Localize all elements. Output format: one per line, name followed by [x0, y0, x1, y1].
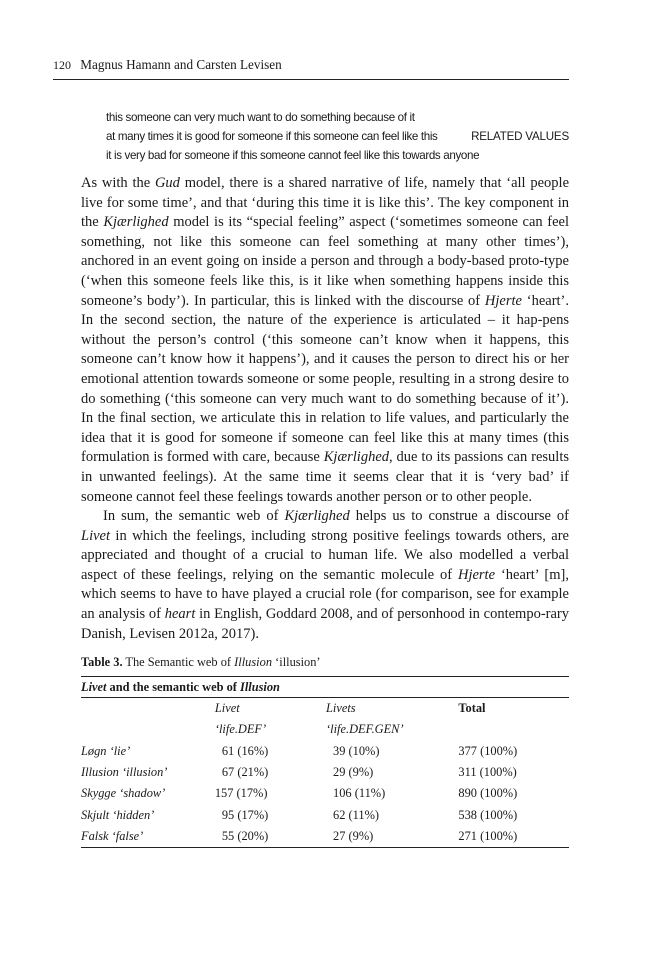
p1-term-hjerte: Hjerte	[484, 292, 522, 309]
table-row	[81, 783, 569, 804]
cell-total: 311 (100%)	[458, 765, 517, 780]
table-caption-text-italic: Illusion	[234, 655, 273, 669]
table-row	[81, 826, 569, 847]
cell-livets: 106 (11%)	[333, 786, 386, 801]
p2-seg: In sum, the semantic web of	[103, 508, 285, 525]
row-word: Illusion	[81, 765, 119, 780]
row-gloss: ‘shadow’	[116, 786, 166, 801]
p2-seg: in English, Goddard 2008, and of personhood in contempo-rary Danish, Levisen 2012a, 2017).	[81, 606, 570, 642]
row-gloss: ‘lie’	[106, 743, 131, 758]
cell-total: 271 (100%)	[458, 828, 518, 843]
p1-seg: , due to its passions can results in unwanted feelings). At the same time it seems clear that it is ‘very bad’ if someone cannot feel these feelings towards another person or to other people.	[81, 449, 569, 505]
paragraph-1	[81, 174, 569, 507]
p1-term-gud: Gud	[154, 175, 180, 191]
table-header-blank	[458, 719, 569, 740]
row-label	[81, 804, 215, 825]
p1-seg: ‘heart’. In the second section, the nature of the experience is articulated – it hap-pens without the person’s control (‘this someone can’t know when it happens, this someone can’t know how it happens’), and it causes the person to direct his or her emotional attention towards someone or some people, resulting in a strong desire to do something (‘this someone can very much want to do something because of it’). In the final section, we articulate this in relation to life values, and particularly the idea that it is good for someone if someone can feel like this at many times (this formulation is formed with care, because	[81, 292, 570, 466]
p2-seg: ‘heart’ [m], which seems to have to have played a crucial role (for comparison, see for example an analysis of	[81, 566, 569, 623]
cell-livets: 62 (11%)	[333, 807, 380, 822]
table-heading	[81, 677, 569, 697]
table-row	[81, 762, 569, 783]
table-grid	[81, 698, 569, 847]
col-header-livets: Livets	[326, 701, 356, 716]
col-header-total: Total	[458, 701, 486, 716]
p2-term-heart: heart	[164, 606, 196, 623]
row-word: Løgn	[81, 743, 107, 758]
explication-line-3: it is very bad for someone if this someone cannot feel like this towards anyone	[106, 149, 480, 162]
table-caption-label: Table 3.	[81, 655, 123, 669]
cell-livet: 55 (20%)	[221, 828, 269, 843]
table-header-blank	[81, 698, 215, 719]
table-row	[81, 804, 569, 825]
explication-line-1: this someone can very much want to do something because of it	[106, 111, 415, 124]
p1-term-kjaerlighed: Kjærlighed	[323, 449, 390, 466]
cell-total: 538 (100%)	[458, 807, 518, 822]
table-row	[81, 741, 569, 762]
row-label	[81, 741, 215, 762]
table-heading-livet: Livet	[81, 680, 107, 694]
table-bottom-rule	[81, 847, 569, 848]
col-header-livet-gloss: ‘life.DEF’	[214, 722, 267, 737]
row-gloss: ‘illusion’	[118, 765, 168, 780]
header-authors: Magnus Hamann and Carsten Levisen	[80, 57, 282, 72]
cell-total: 890 (100%)	[458, 786, 518, 801]
row-label	[81, 783, 215, 804]
explication-block	[106, 108, 569, 165]
header-rule	[53, 79, 569, 80]
cell-livet: 61 (16%)	[221, 743, 269, 758]
table-caption-text-pre: The Semantic web of	[125, 655, 235, 669]
table-heading-illusion: Illusion	[240, 680, 280, 694]
table-header-row-2	[81, 719, 569, 740]
cell-livet: 95 (17%)	[221, 807, 269, 822]
body-text	[81, 174, 569, 644]
p1-seg: model is its “special feeling” aspect (‘sometimes someone can feel something, not like this someone can feel something at many other times’), anchored in an event going on inside a person and through a body-based proto-type (‘when this someone feels like this, is it like when something happens inside this someone’s body’). In particular, this is linked with the discourse of	[81, 214, 569, 309]
row-gloss: ‘hidden’	[109, 807, 155, 822]
cell-livets: 27 (9%)	[333, 828, 374, 843]
paragraph-2	[81, 507, 569, 644]
row-label	[81, 762, 215, 783]
row-word: Skygge	[81, 786, 117, 801]
p2-term-livet: Livet	[81, 527, 110, 544]
table-header-blank	[81, 719, 215, 740]
table-caption-text-post: ‘illusion’	[272, 655, 321, 669]
col-header-livet: Livet	[214, 701, 240, 716]
p2-term-kjaerlighed: Kjærlighed	[284, 508, 350, 525]
related-values-tag: RELATED VALUES	[471, 130, 569, 143]
p1-seg: model, there is a shared narrative of life, namely that ‘all people live for some time’, and that ‘during this time it is like this’. The key component in the	[81, 175, 569, 231]
col-header-livets-gloss: ‘life.DEF.GEN’	[326, 722, 404, 737]
row-word: Skjult	[81, 807, 110, 822]
cell-livet: 157 (17%)	[214, 786, 268, 801]
cell-livet: 67 (21%)	[221, 765, 269, 780]
running-header	[53, 56, 569, 74]
cell-total: 377 (100%)	[458, 743, 518, 758]
row-gloss: ‘false’	[108, 828, 144, 843]
table	[81, 676, 569, 848]
row-word: Falsk	[81, 828, 109, 843]
table-header-row-1	[81, 698, 569, 719]
explication-line-2	[106, 127, 569, 146]
cell-livets: 39 (10%)	[333, 743, 380, 758]
page-number: 120	[53, 58, 71, 72]
p1-term-kjaerlighed: Kjærlighed	[103, 214, 169, 231]
p2-seg: helps us to construe a discourse of	[349, 508, 569, 525]
row-label	[81, 826, 215, 847]
p2-seg: in which the feelings, including strong positive feelings towards others, are appreciated and thought of a crucial to human life. We also modelled a verbal aspect of these feelings, relying on the semantic molecule of	[81, 527, 569, 583]
p2-term-hjerte: Hjerte	[457, 566, 496, 583]
p1-seg: As with the	[81, 175, 155, 191]
table-heading-mid: and the semantic web of	[106, 680, 240, 694]
table-caption	[81, 654, 569, 670]
cell-livets: 29 (9%)	[333, 765, 374, 780]
explication-line-2-text: at many times it is good for someone if this someone can feel like this	[106, 130, 438, 143]
